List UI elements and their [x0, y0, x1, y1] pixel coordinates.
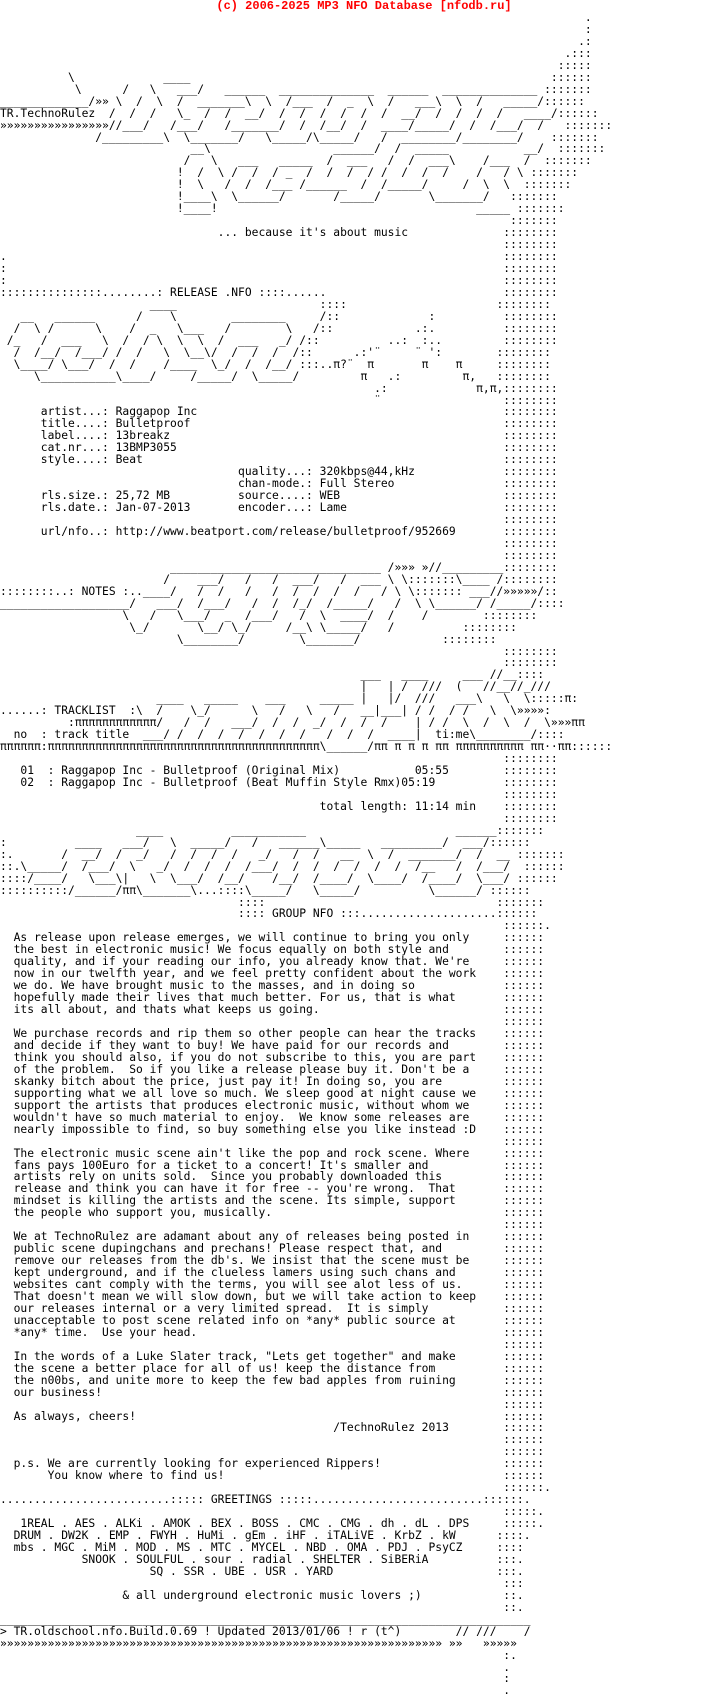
site-copyright-banner: (c) 2006-2025 MP3 NFO Database [nfodb.ru] — [216, 0, 512, 13]
nfo-document-text: . : .: .::: ::::: \ ____ :::::: \ / \ ___/ ______ ______________ ______ ______________ ::::::: _____________/»» \ / \ / _______\ \ /___ / _ \ / ___\ \ / _____/:::::: TR.TechnoRulez / / / \_ / / __/ / / / / / / __/ / / / / ____/:::::: »»»»»»»»»»»»»»»»//___/ /___/ /_______/ / /__/ / ____/_____/ / /___/ / ::::::: /_________\ \_______/ \_____/\_____/ / ________/________/ ::::::: __\ ______/ / _____ __/ ::::::: / \ ___ _____ / ___ / / ___\ /___ / ::::::: ! / \ / / / _ / / / / / / / / / / \ ::::::: ! \ / / /___ /______ / /_____/ / \ \ ::::::: !____\ \______/ /_____/ \_______/ ::::::: !____! _____ ::::::: ::::::: ... because it's about music :::::::: :::::::: . :::::::: : :::::::: : :::::::: :::::::::::::::........: RELEASE .NFO ::::...... :::::::: ____ :::: :::::::: __ ______ / \ ________ /:: : :::::::: / \ / \ / _ \___ / \ /:: .:. :::::::: /_ / ___ \ / / \ \ \ / ___ _/ /:: ..: :.. :::::::: / /__/ /___/ / / \ \__\/ / / / /:: .:'¨ ¨ ': :::::::: \____/ \___/ / / /____ \_/ / /__/ :::..π?¨ π π π :::::::: \___________\____/ /_____/ \_____/ π .: π, :::::::: .: π,π,:::::::: ¨ :::::::: artist...: Raggapop Inc :::::::: title....: Bulletproof :::::::: label....: 13breakz :::::::: cat.nr...: 13BMP3055 :::::::: style....: Beat :::::::: quality...: 320kbps@44,kHz :::::::: chan-mode.: Full Stereo :::::::: rls.size.: 25,72 MB source....: WEB :::::::: rls.date.: Jan-07-2013 encoder...: Lame :::::::: :::::::: url/nfo..: http://www.beatport.com/release/bulletproof/952669 :::::::: :::::::: :::::::: _______________________________ /»»» »//_________:::::::: / ___/ / / ___/ / ___ \ \:::::::\____ /:::::::: ::::::::..: NOTES :..____/ / / / / / / / / / \ \::::::: ___//»»»»»/:: ___________________/ ___/ /___/ / / /_/ /_____/ / \ \______/ /_____/:::: \ / \___/ _ /___/ / \ ____/ / / :::::::: \_/ \__/ \_/ /__\ \_____/ / :::::::: \________/ \_______/ :::::::: :::::::: :::::::: ___ ____ ___ //__:::: | | / /// ( //__//_/// ____ _____ ___ _____ | |/ /// ___\ \ \:::::π: ......: TRACKLIST :\ / \_/ \ / \ / __|___| / / / / \ \»»»»: :ππππππππππππ/ / / ___/ / / _/ / / / | / / \ / \ / \»»»ππ no : track title ___/ / / / / / / / / / / ____| ti:me\________/:::: ππππππ:ππππππππππππππππππππππππππππππππππππππππ\______/ππ π π π ππ ππππππππππ ππ··ππ:::::: :::::::: 01 : Raggapop Inc - Bulletproof (Original Mix) 05:55 :::::::: 02 : Raggapop Inc - Bulletproof (Beat Muffin Style Rmx)05:19 :::::::: :::::::: total length: 11:14 min :::::::: :::::::: ____ ___________ ______::::::: : ____ ___/ \ _____/ / ______\_____ _________/ ___/:::::: :. / __/ / _/ / / / / _/ / / __ \ / _______/ / __ ::::::: ::.\_____/ /___/ \ _/ / / / /___/ / / / / / / /__ / /___/ :::::: ::::/____/ \___\| \ \___/ /__/ /__/ /____/ \____/ /____/ \___/ :::::: ::::::::::/______/ππ\_______\...::::\_____/ \_____/ \______/ :::::: :::: ::::::: :::: GROUP NFO :::....................:::::: ::::::. As release upon release emerges, we will continue to bring you only :::::: the best in electronic music! We focus equally on both style and :::::: quality, and if your reading our info, you already know that. We're :::::: now in our twelfth year, and we feel pretty confident about the work :::::: we do. We have brought music to the masses, and in doing so :::::: hopefully made their lives that much better. For us, that is what :::::: its all about, and thats what keeps us going. :::::: :::::: We purchase records and rip them so other people can hear the tracks :::::: and decide if they want to buy! We have paid for our records and :::::: think you should also, if you do not subscribe to this, you are part :::::: of the problem. So if you like a release please buy it. Don't be a :::::: skanky bitch about the price, just pay it! In doing so, you are :::::: supporting what we all love so much. We sleep good at night cause we :::::: support the artists that produces electronic music, without whom we :::::: wouldn't have so much material to enjoy. We know some releases are :::::: nearly impossible to find, so buy something else you like instead :D :::::: :::::: The electronic music scene ain't like the pop and rock scene. Where :::::: fans pays 100Euro for a ticket to a concert! It's smaller and :::::: artists rely on units sold. Since you probably downloaded this :::::: release and think you can have it for free -- you're wrong. That :::::: mindset is killing the artists and the scene. Its simple, support :::::: the people who support you, musically. :::::: :::::: We at TechnoRulez are adamant about any of releases being posted in :::::: public scene dupingchans and prechans! Please respect that, and :::::: remove our releases from the db's. We insist that the scene must be :::::: kept underground, and if the clueless lamers using such chans and :::::: websites cant comply with the terms, you will see alot less of us. :::::: That doesn't mean we will slow down, but we will take action to keep :::::: our releases internal or a very limited spread. It is simply :::::: unacceptable to post scene related info on *any* public source at :::::: *any* time. Use your head. :::::: :::::: In the words of a Luke Slater track, "Lets get together" and make :::::: the scene a better place for all of us! keep the distance from :::::: the n00bs, and unite more to keep the few bad apples from ruining :::::: our business! :::::: :::::: As always, cheers! :::::: /TechnoRulez 2013 :::::: :::::: :::::: p.s. We are currently looking for experienced Rippers! :::::: You know where to find us! :::::: ::::::. .........................::::: GREETINGS :::::.........................::::::. :::::. 1REAL . AES . ALKi . AMOK . BEX . BOSS . CMC . CMG . dh . dL . DPS :::::. DRUM . DW2K . EMP . FWYH . HuMi . gEm . iHF . iTALiVE . KrbZ . kW ::::. mbs . MGC . MiM . MOD . MS . MTC . MYCEL . NBD . OMA . PDJ . PsyCZ :::: SNOOK . SOULFUL . sour . radial . SHELTER . SiBERiA :::. SQ . SSR . UBE . USR . YARD :::. ::: & all underground electronic music lovers ;) ::. ::. ______________________________________________________________________________ > TR.oldschool.nfo.Build.0.69 ! Updated 2013/01/06 ! r (t^) // /// / »»»»»»»»»»»»»»»»»»»»»»»»»»»»»»»»»»»»»»»»»»»»»»»»»»»»»»»»»»»»»»»»» »» »»»»» :. . : . — [0, 11, 613, 1697]
